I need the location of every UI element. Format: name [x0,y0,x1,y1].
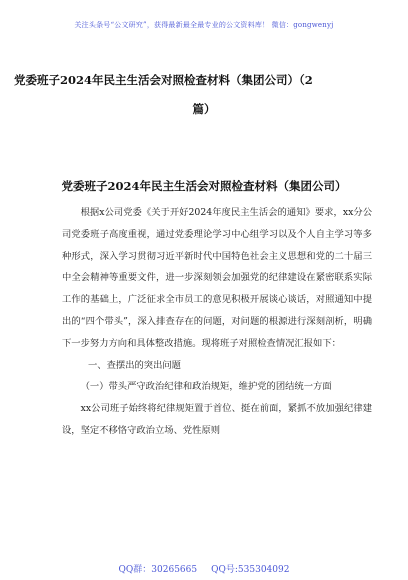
subsection-heading-1: （一）带头严守政治纪律和政治规矩，维护党的团结统一方面 [80,381,332,393]
footer-qq-number: QQ号:535304092 [211,565,290,575]
header-banner: 关注头条号“公文研究”，获得最新最全最专业的公文资料库！ 微信：gongwenyj [74,21,334,29]
document-title [14,66,394,124]
paragraph-intro: 根据x公司党委《关于开好2024年度民主生活会的通知》要求，xx分公司党委班子高度重视，通过党委理论学习中心组学习以及个人自主学习等多种形式，深入学习贯彻习近平新时代中国特色社会主义思想和党的二十届三中全会精神等重要文件，进一步深刻领会加强党的纪律建设在紧密联系实际工作的基础上，广泛征求全市员工的意见积极开展谈心谈话，对照通知中提出的“四个带头”，深入排查存在的问题，对问题的根源进行深刻剖析，明确下一步努力方向和具体整改措施。现将班子对照检查情况汇报如下： [62,207,372,349]
footer-qq-group: QQ群：30265665 [118,565,198,575]
document-body [62,202,372,442]
paragraph-body: xx公司班子始终将纪律规矩置于首位、挺在前面，紧抓不放加强纪律建设，坚定不移恪守政治立场、党性原则 [62,403,372,436]
section-heading-1: 一、查摆出的突出问题 [88,359,181,371]
document-title-line2: 篇） [192,102,216,116]
section-title: 党委班子2024年民主生活会对照检查材料（集团公司） [61,179,347,193]
footer-contact [0,562,408,575]
document-title-line1: 党委班子2024年民主生活会对照检查材料（集团公司）（2 [14,73,313,87]
